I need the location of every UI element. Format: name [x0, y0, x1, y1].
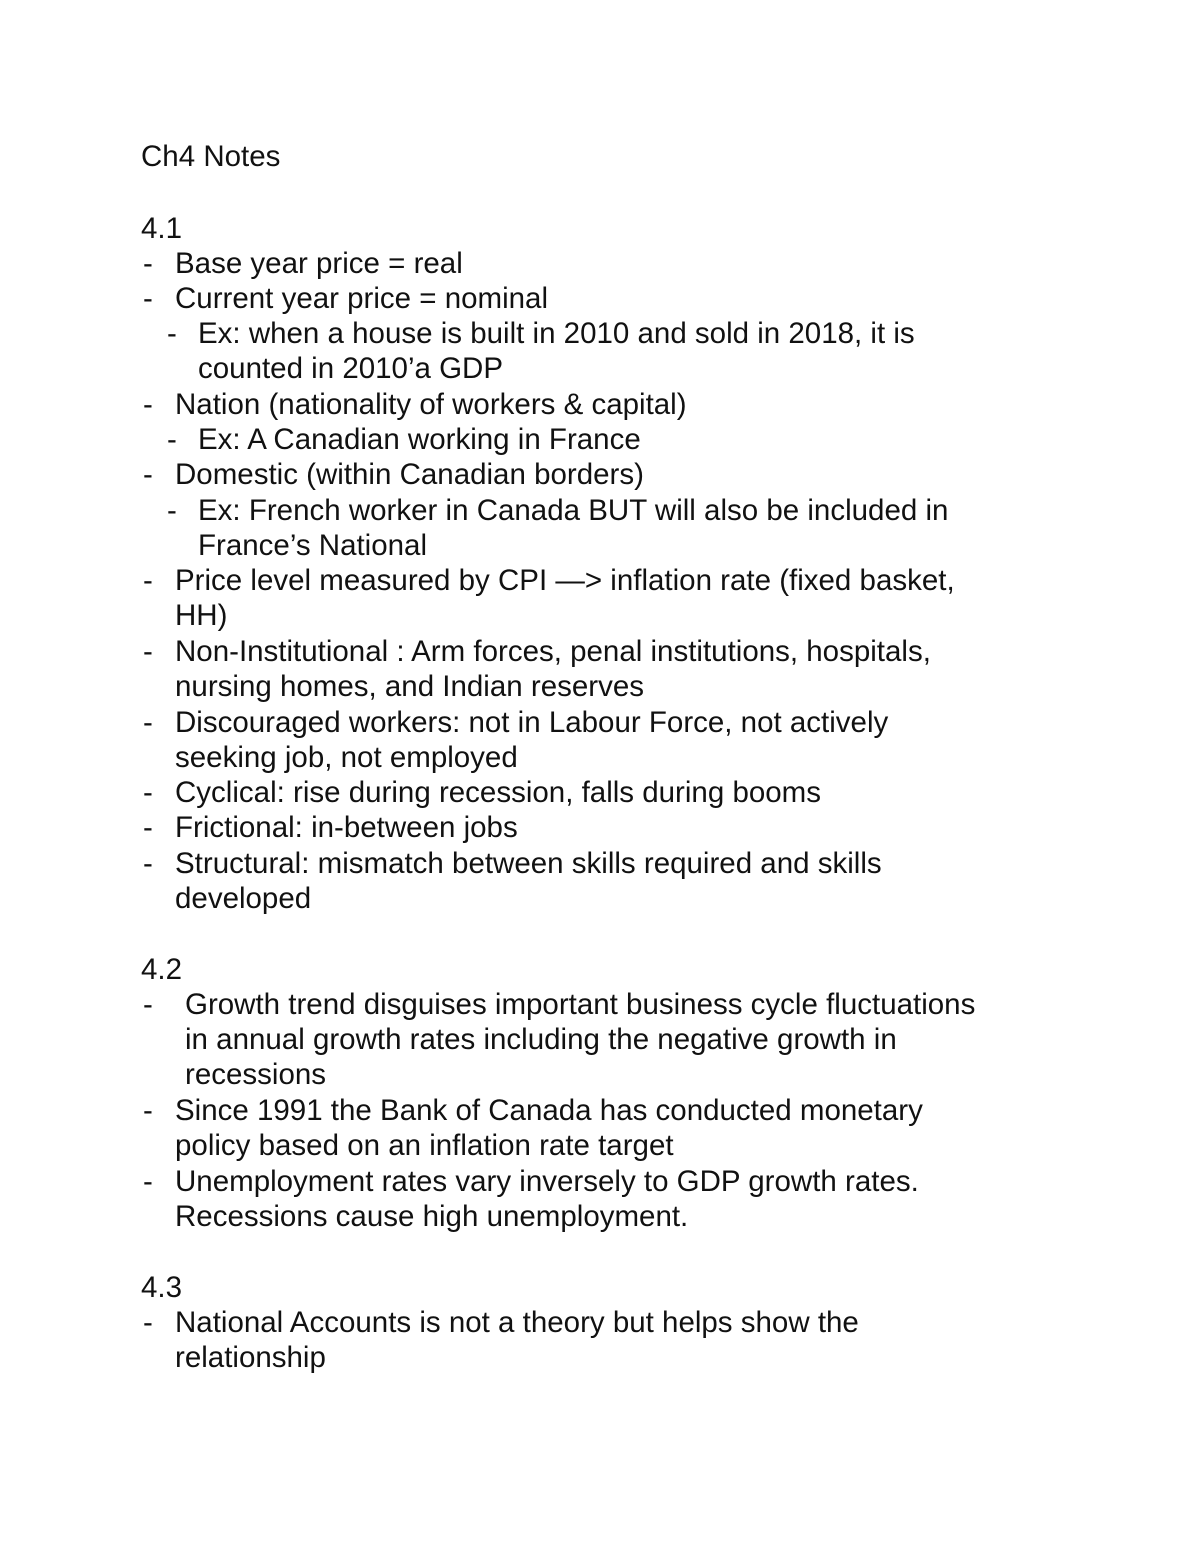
- bullet-dash: -: [143, 564, 153, 597]
- bullet-dash: -: [143, 1165, 153, 1198]
- bullet-text: seeking job, not employed: [175, 741, 518, 774]
- bullet-text: relationship: [175, 1341, 326, 1374]
- bullet-dash: -: [143, 635, 153, 668]
- bullet-dash: -: [143, 1094, 153, 1127]
- document-title: Ch4 Notes: [141, 140, 281, 173]
- bullet-text: nursing homes, and Indian reserves: [175, 670, 644, 703]
- bullet-text: Growth trend disguises important business cycle fluctuations: [185, 988, 976, 1021]
- bullet-text: developed: [175, 882, 312, 915]
- bullet-text: Unemployment rates vary inversely to GDP growth rates.: [175, 1165, 919, 1198]
- bullet-text: Current year price = nominal: [175, 282, 549, 315]
- bullet-dash: -: [143, 706, 153, 739]
- sub-bullet-text: Ex: when a house is built in 2010 and sold in 2018, it is: [198, 317, 915, 350]
- bullet-text: Structural: mismatch between skills required and skills: [175, 847, 882, 880]
- bullet-text: Since 1991 the Bank of Canada has conducted monetary: [175, 1094, 923, 1127]
- bullet-dash: -: [143, 1306, 153, 1339]
- sub-bullet-text: counted in 2010’a GDP: [198, 352, 504, 385]
- sub-bullet-dash: -: [167, 494, 177, 527]
- bullet-text: Recessions cause high unemployment.: [175, 1200, 689, 1233]
- section-heading: 4.2: [141, 953, 183, 986]
- bullet-dash: -: [143, 776, 153, 809]
- bullet-text: Cyclical: rise during recession, falls during booms: [175, 776, 821, 809]
- sub-bullet-text: Ex: French worker in Canada BUT will also be included in: [198, 494, 949, 527]
- bullet-text: Nation (nationality of workers & capital): [175, 388, 687, 421]
- bullet-dash: -: [143, 247, 153, 280]
- bullet-text: National Accounts is not a theory but helps show the: [175, 1306, 859, 1339]
- sub-bullet-dash: -: [167, 423, 177, 456]
- bullet-dash: -: [143, 458, 153, 491]
- section-heading: 4.3: [141, 1271, 183, 1304]
- sub-bullet-text: France’s National: [198, 529, 428, 562]
- bullet-text: Price level measured by CPI —> inflation rate (fixed basket,: [175, 564, 955, 597]
- bullet-dash: -: [143, 847, 153, 880]
- sub-bullet-text: Ex: A Canadian working in France: [198, 423, 641, 456]
- section-heading: 4.1: [141, 212, 183, 245]
- bullet-text: Base year price = real: [175, 247, 463, 280]
- bullet-dash: -: [143, 388, 153, 421]
- bullet-text: Non-Institutional : Arm forces, penal institutions, hospitals,: [175, 635, 931, 668]
- bullet-text: Frictional: in-between jobs: [175, 811, 518, 844]
- bullet-text: Domestic (within Canadian borders): [175, 458, 644, 491]
- sub-bullet-dash: -: [167, 317, 177, 350]
- bullet-text: HH): [175, 599, 228, 632]
- bullet-text: policy based on an inflation rate target: [175, 1129, 674, 1162]
- bullet-text: in annual growth rates including the negative growth in: [185, 1023, 897, 1056]
- bullet-dash: -: [143, 282, 153, 315]
- bullet-text: Discouraged workers: not in Labour Force, not actively: [175, 706, 889, 739]
- bullet-text: recessions: [185, 1058, 327, 1091]
- bullet-dash: -: [143, 988, 153, 1021]
- bullet-dash: -: [143, 811, 153, 844]
